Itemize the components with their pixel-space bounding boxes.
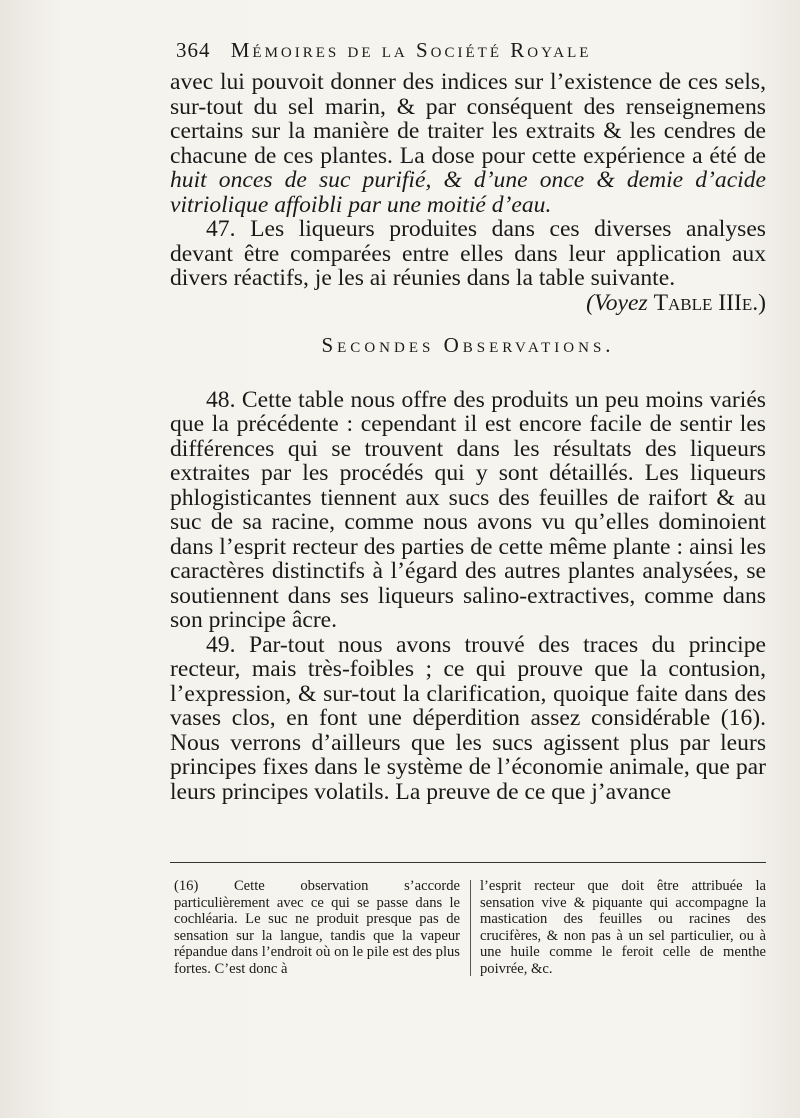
paragraph-48: 48. Cette table nous offre des produits un peu moins variés que la précédente : cependant il est encore facile de sentir les différences qui se trouvent dans les résultats des liqueurs extraites par les procédés qui y sont détaillés. Les liqueurs phlogisticantes tiennent aux sucs des feuilles de raifort & au suc de sa racine, comme nous avons vu qu’elles dominoient dans l’esprit recteur des parties de cette même plante : ainsi les caractères distinctifs à l’égard des autres plantes analysées, se soutiennent dans ses liqueurs salino-extractives, comme dans son principe âcre. xyxy=(170,386,766,633)
section-title: Secondes Observations. xyxy=(321,333,615,357)
paragraph-49: 49. Par-tout nous avons trouvé des traces du principe recteur, mais très-foibles ; ce qui prouve que la contusion, l’expression, & sur-tout la clarification, quoique faite dans des vases clos, en font une déperdition assez considérable (16). Nous verrons d’ailleurs que les sucs agissent plus par leurs principes fixes dans le système de l’économie animale, que par leurs principes volatils. La preuve de ce que j’avance xyxy=(170,631,766,805)
footnote-left-text: (16) Cette observation s’accorde particulièrement avec ce qui se passe dans le cochléaria. Le suc ne produit presque pas de sensation sur la langue, tandis que la vapeur répandue dans l’endroit où on le pile est des plus fortes. C’est donc à xyxy=(174,878,460,977)
footnote-left-column xyxy=(174,878,460,978)
paragraph-47: 47. Les liqueurs produites dans ces diverses analyses devant être comparées entre elles dans leur application aux divers réactifs, je les ai réunies dans la table suivante. xyxy=(170,216,766,291)
table-reference-label: Table IIIe.) xyxy=(653,289,766,316)
paragraph-continued xyxy=(170,70,766,217)
table-reference-italic: (Voyez xyxy=(586,289,648,316)
paragraph-continued-italic: huit onces de suc purifié, & d’une once & demie d’acide vitriolique affoibli par une moitié d’eau. xyxy=(170,167,766,218)
running-title: Mémoires de la Société Royale xyxy=(230,38,592,62)
footnote-block xyxy=(174,878,766,978)
table-reference xyxy=(170,291,766,316)
page-header xyxy=(176,38,756,63)
footnote-rule xyxy=(170,862,766,863)
footnote-right-text: l’esprit recteur que doit être attribuée la sensation vive & piquante qui accompagne la mastication des feuilles ou racines des crucifères, & non pas à un sel particulier, ou à une huile comme le feroit celle de menthe poivrée, &c. xyxy=(480,878,766,977)
footnote-column-divider xyxy=(470,880,471,976)
page-number: 364 xyxy=(176,38,211,62)
paragraph-continued-text: avec lui pouvoit donner des indices sur l’existence de ces sels, sur-tout du sel marin, & par conséquent des renseignemens certains sur la manière de traiter les extraits & les cendres de chacune de ces plantes. La dose pour cette expérience a été de xyxy=(170,69,766,169)
main-text xyxy=(170,70,766,804)
footnote-right-column xyxy=(480,878,766,978)
